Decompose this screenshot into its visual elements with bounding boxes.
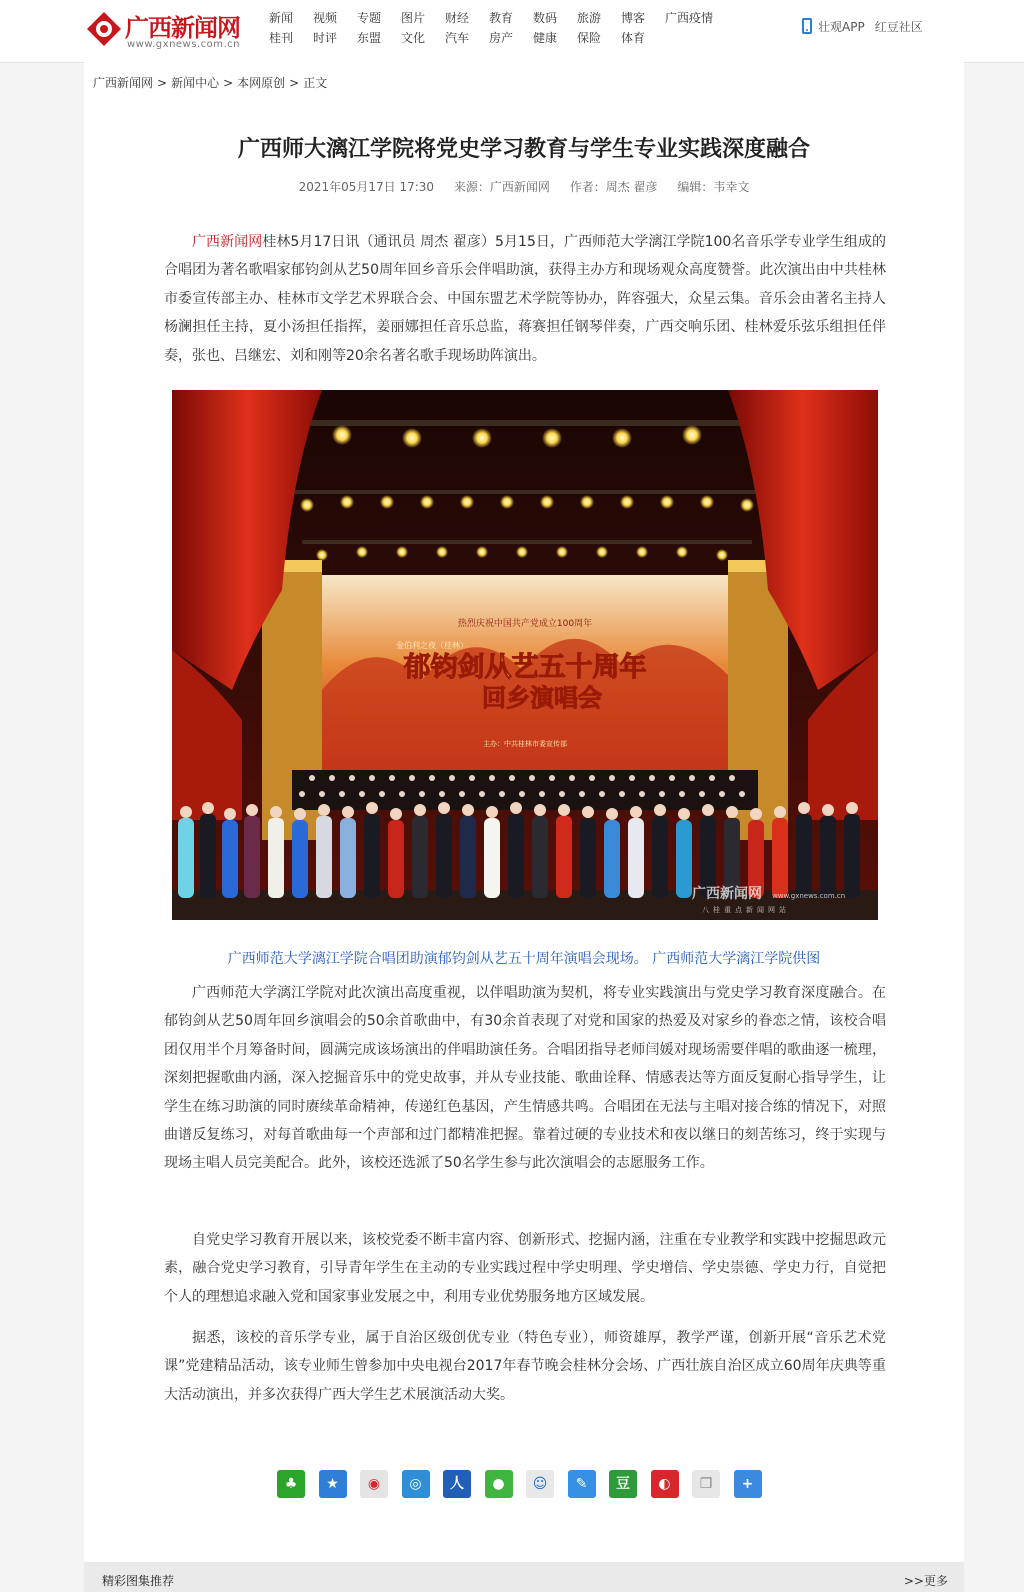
nav-row-2 (269, 28, 729, 48)
wechat-share-icon[interactable]: ● (485, 1470, 513, 1498)
banner-sub-text: 金伯利之夜（桂林） (396, 641, 468, 650)
photo-watermark: 广西新闻网 (692, 886, 762, 902)
tencent-weibo-share-icon[interactable]: ◎ (402, 1470, 430, 1498)
logo-text: 广西新闻网 (125, 13, 240, 42)
breadcrumb (93, 74, 327, 91)
netease-share-icon[interactable]: ◐ (651, 1470, 679, 1498)
nav-item-asean[interactable]: 东盟 (357, 31, 382, 45)
phone-icon (802, 18, 812, 34)
gallery-more-link[interactable]: >>更多 (903, 1574, 948, 1588)
nav-item-commentary[interactable]: 时评 (313, 31, 338, 45)
article-author: 作者：周杰 翟彦 (569, 180, 658, 194)
site-logo[interactable] (85, 8, 245, 54)
qq-share-icon[interactable]: ☺ (526, 1470, 554, 1498)
nav-item-health[interactable]: 健康 (533, 31, 558, 45)
photo-caption: 广西师范大学漓江学院合唱团助演郁钧剑从艺五十周年演唱会现场。 广西师范大学漓江学院供图 (227, 951, 821, 967)
nav-item-insurance[interactable]: 保险 (577, 31, 602, 45)
nav-item-property[interactable]: 房产 (489, 31, 514, 45)
photo-watermark-slogan: 八桂重点新闻网站 (702, 906, 790, 914)
top-header (0, 0, 1024, 63)
nav-item-sports[interactable]: 体育 (621, 31, 646, 45)
article-date: 2021年05月17日 17:30 (298, 180, 435, 194)
nav-item-travel[interactable]: 旅游 (577, 11, 602, 25)
paragraph-1-text: 桂林5月17日讯（通讯员 周杰 翟彦）5月15日，广西师范大学漓江学院100名音乐学专业学生组成的合唱团为著名歌唱家郁钧剑从艺50周年回乡音乐会伴唱助演，获得主办方和现场观众高度赞誉。此次演出由中共桂林市委宣传部主办、桂林市文学艺术界联合会、中国东盟艺术学院等协办，阵容强大，众星云集。音乐会由著名主持人杨澜担任主持，夏小汤担任指挥，姜丽娜担任音乐总监，蒋赛担任钢琴伴奏，广西交响乐团、桂林爱乐弦乐组担任伴奏，张也、吕继宏、刘和刚等20余名著名歌手现场助阵演出。 (164, 234, 886, 364)
gallery-recommend-title: 精彩图集推荐 (102, 1574, 175, 1588)
article-paragraph-3: 自党史学习教育开展以来，该校党委不断丰富内容、创新形式、挖掘内涵，注重在专业教学和实践中挖掘思政元素，融合党史学习教育，引导青年学生在主动的专业实践过程中学史明理、学史增信、学史崇德、学史力行，自觉把个人的理想追求融入党和国家事业发展之中，利用专业优势服务地方区域发展。 (164, 1232, 886, 1305)
nav-item-finance[interactable]: 财经 (445, 11, 470, 25)
logo-emblem-icon (85, 10, 123, 48)
banner-main-line-1: 郁钧剑从艺五十周年 (403, 652, 647, 683)
nav-item-digital[interactable]: 数码 (533, 11, 558, 25)
nav-item-culture[interactable]: 文化 (401, 31, 426, 45)
banner-main-line-2: 回乡演唱会 (482, 683, 602, 712)
logo-url: www.gxnews.com.cn (127, 39, 240, 50)
nav-item-video[interactable]: 视频 (313, 11, 338, 25)
weibo-share-icon[interactable]: ◉ (360, 1470, 388, 1498)
concert-photo-illustration (172, 390, 878, 920)
article-editor: 编辑：韦幸文 (677, 180, 750, 194)
nav-item-education[interactable]: 教育 (489, 11, 514, 25)
copy-share-icon[interactable]: ❐ (692, 1470, 720, 1498)
article-paragraph-2: 广西师范大学漓江学院对此次演出高度重视，以伴唱助演为契机，将专业实践演出与党史学习教育深度融合。在郁钧剑从艺50周年回乡演唱会的50余首歌曲中，有30余首表现了对党和国家的热爱及对家乡的眷恋之情，该校合唱团仅用半个月筹备时间，圆满完成该场演出的伴唱助演任务。合唱团指导老师闫媛对现场需要伴唱的歌曲逐一梳理，深刻把握歌曲内涵，深入挖掘音乐中的党史故事，并从专业技能、歌曲诠释、情感表达等方面反复耐心指导学生，让学生在练习助演的同时赓续革命精神，传递红色基因，产生情感共鸣。合唱团在无法与主唱对接合练的情况下，对照曲谱反复练习，对每首歌曲每一个声部和过门都精准把握。靠着过硬的专业技术和夜以继日的刻苦练习，终于实现与现场主唱人员完美配合。此外，该校还选派了50名学生参与此次演唱会的志愿服务工作。 (164, 985, 886, 1172)
app-link[interactable]: 壮观APP (818, 19, 865, 34)
nav-item-topics[interactable]: 专题 (357, 11, 382, 25)
nav-item-magazine[interactable]: 桂刊 (269, 31, 294, 45)
photo-watermark-url: www.gxnews.com.cn (772, 892, 846, 900)
concert-photo (172, 390, 878, 920)
renren-share-icon[interactable]: 人 (443, 1470, 471, 1498)
breadcrumb-separator: > (289, 76, 300, 90)
breadcrumb-separator: > (223, 76, 234, 90)
favorite-star-share-icon[interactable]: ★ (319, 1470, 347, 1498)
community-link[interactable]: 红豆社区 (874, 19, 923, 34)
article-source: 来源：广西新闻网 (453, 180, 550, 194)
nav-item-auto[interactable]: 汽车 (445, 31, 470, 45)
breadcrumb-news-center[interactable]: 新闻中心 (171, 76, 220, 90)
article-container (84, 62, 964, 1592)
nav-item-epidemic[interactable]: 广西疫情 (665, 11, 714, 25)
nav-row-1 (269, 8, 729, 28)
nav-item-photos[interactable]: 图片 (401, 11, 426, 25)
nav-item-news[interactable]: 新闻 (269, 11, 294, 25)
article-paragraph-1 (164, 228, 886, 370)
breadcrumb-home[interactable]: 广西新闻网 (93, 76, 154, 90)
banner-small-text: 热烈庆祝中国共产党成立100周年 (457, 619, 593, 629)
edit-note-share-icon[interactable]: ✎ (568, 1470, 596, 1498)
top-right-links (802, 16, 933, 36)
nav-item-blog[interactable]: 博客 (621, 11, 646, 25)
clover-share-icon[interactable]: ♣ (277, 1470, 305, 1498)
article-meta (84, 178, 964, 195)
article-title: 广西师大漓江学院将党史学习教育与学生专业实践深度融合 (237, 137, 810, 162)
share-bar (277, 1470, 775, 1498)
breadcrumb-separator: > (157, 76, 168, 90)
article-paragraph-4: 据悉，该校的音乐学专业，属于自治区级创优专业（特色专业），师资雄厚，教学严谨，创新开展“音乐艺术党课”党建精品活动，该专业师生曾参加中央电视台2017年春节晚会桂林分会场、广西壮族自治区成立60周年庆典等重大活动演出，并多次获得广西大学生艺术展演活动大奖。 (164, 1330, 886, 1403)
gallery-recommend-bar (84, 1562, 964, 1592)
lead-source-link[interactable]: 广西新闻网 (192, 234, 263, 250)
more-share-icon[interactable]: + (734, 1470, 762, 1498)
main-nav (269, 8, 729, 48)
breadcrumb-current: 正文 (303, 76, 328, 90)
douban-share-icon[interactable]: 豆 (609, 1470, 637, 1498)
banner-host-text: 主办：中共桂林市委宣传部 (483, 740, 567, 748)
breadcrumb-original[interactable]: 本网原创 (237, 76, 286, 90)
